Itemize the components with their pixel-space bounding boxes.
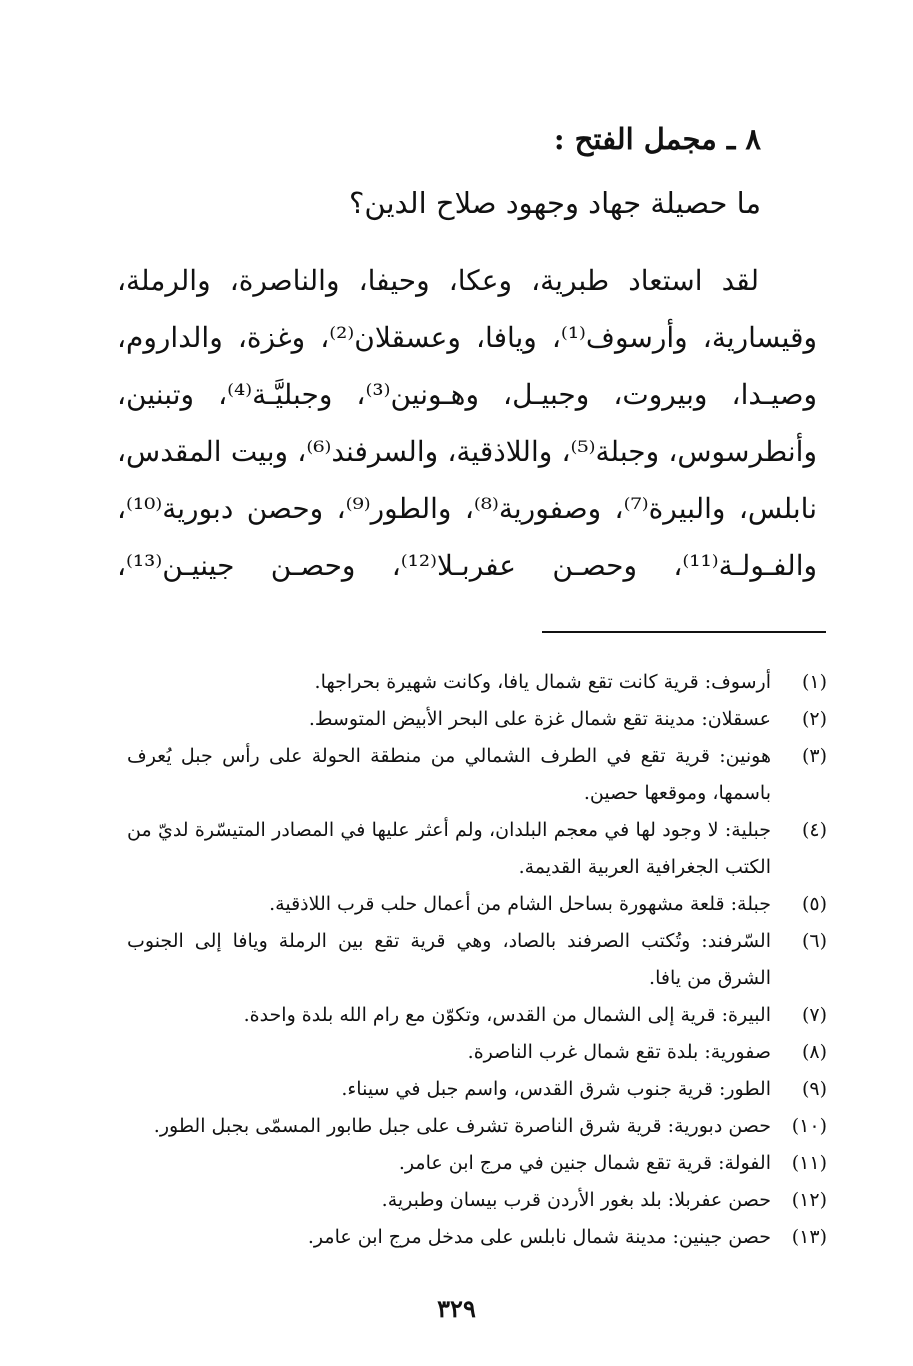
body-line: نابلس، والبيرة⁽⁷⁾، وصفورية⁽⁸⁾، والطور⁽⁹⁾، وحصن دبورية⁽¹⁰⁾، bbox=[117, 492, 817, 525]
body-line: والفـولـة⁽¹¹⁾، وحصـن عفربـلا⁽¹²⁾، وحصـن جينيـن⁽¹³⁾، bbox=[117, 549, 817, 582]
body-line: وقيسارية، وأرسوف⁽¹⁾، ويافا، وعسقلان⁽²⁾، وغزة، والداروم، bbox=[117, 321, 818, 354]
footnote-text: الشرق من يافا. bbox=[649, 967, 771, 989]
footnote bbox=[127, 1034, 827, 1071]
footnote-text: حصن جينين: مدينة شمال نابلس على مدخل مرج ابن عامر. bbox=[307, 1226, 771, 1248]
footnotes-list bbox=[127, 664, 827, 1256]
footnote bbox=[127, 664, 827, 701]
footnote-number: (٥) bbox=[801, 893, 827, 915]
footnote bbox=[127, 1145, 827, 1182]
footnote-number: (١٣) bbox=[791, 1226, 827, 1248]
footnote-text: صفورية: بلدة تقع شمال غرب الناصرة. bbox=[467, 1041, 771, 1063]
footnote-text: هونين: قرية تقع في الطرف الشمالي من منطقة الحولة على رأس جبل يُعرف bbox=[127, 745, 771, 767]
footnote-text: حصن دبورية: قرية شرق الناصرة تشرف على جبل طابور المسمّى بجبل الطور. bbox=[153, 1115, 771, 1137]
footnote-text: حصن عفربلا: بلد بغور الأردن قرب بيسان وطبرية. bbox=[381, 1189, 771, 1211]
footnote-number: (٩) bbox=[801, 1078, 827, 1100]
footnote bbox=[127, 923, 827, 997]
footnote bbox=[127, 1071, 827, 1108]
footnote-number: (١٠) bbox=[791, 1115, 827, 1137]
footnote-text: جبلة: قلعة مشهورة بساحل الشام من أعمال حلب قرب اللاذقية. bbox=[269, 893, 771, 915]
footnote-number: (١) bbox=[801, 671, 827, 693]
footnote bbox=[127, 1182, 827, 1219]
footnote-text: عسقلان: مدينة تقع شمال غزة على البحر الأبيض المتوسط. bbox=[308, 708, 771, 730]
footnote bbox=[127, 1219, 827, 1256]
footnote-text: جبلية: لا وجود لها في معجم البلدان، ولم أعثر عليها في المصادر المتيسّرة لديّ من bbox=[127, 819, 771, 841]
section-question: ما حصيلة جهاد وجهود صلاح الدين؟ bbox=[349, 186, 761, 220]
body-line: لقد استعاد طبرية، وعكا، وحيفا، والناصرة، والرملة، bbox=[117, 264, 759, 297]
footnote-number: (٨) bbox=[801, 1041, 827, 1063]
body-paragraph bbox=[117, 252, 817, 594]
footnote bbox=[127, 886, 827, 923]
footnote-number: (١١) bbox=[791, 1152, 827, 1174]
footnote-number: (٣) bbox=[801, 745, 827, 767]
footnote bbox=[127, 701, 827, 738]
footnote-number: (٢) bbox=[801, 708, 827, 730]
footnote-text: أرسوف: قرية كانت تقع شمال يافا، وكانت شهيرة بحراجها. bbox=[314, 671, 771, 693]
footnote bbox=[127, 738, 827, 812]
footnote-separator bbox=[542, 631, 826, 633]
footnote bbox=[127, 812, 827, 886]
footnote-number: (٦) bbox=[801, 930, 827, 952]
footnote-text: البيرة: قرية إلى الشمال من القدس، وتكوّن مع رام الله بلدة واحدة. bbox=[243, 1004, 771, 1026]
footnote-number: (٤) bbox=[801, 819, 827, 841]
section-heading: ٨ ـ مجمل الفتح : bbox=[553, 122, 761, 156]
body-line: وأنطرسوس، وجبلة⁽⁵⁾، واللاذقية، والسرفند⁽⁶⁾، وبيت المقدس، bbox=[117, 435, 817, 468]
footnote-text: الفولة: قرية تقع شمال جنين في مرج ابن عامر. bbox=[398, 1152, 771, 1174]
footnote bbox=[127, 1108, 827, 1145]
footnote-number: (١٢) bbox=[791, 1189, 827, 1211]
footnote-number: (٧) bbox=[801, 1004, 827, 1026]
footnote-text: الكتب الجغرافية العربية القديمة. bbox=[518, 856, 771, 878]
footnote bbox=[127, 997, 827, 1034]
page-number: ٣٢٩ bbox=[437, 1294, 476, 1323]
footnote-text: الطور: قرية جنوب شرق القدس، واسم جبل في سيناء. bbox=[341, 1078, 771, 1100]
body-line: وصيـدا، وبيروت، وجبيـل، وهـونين⁽³⁾، وجبليَّـة⁽⁴⁾، وتبنين، bbox=[117, 378, 817, 411]
footnote-text: باسمها، وموقعها حصين. bbox=[583, 782, 771, 804]
footnote-text: السّرفند: وتُكتب الصرفند بالصاد، وهي قرية تقع بين الرملة ويافا إلى الجنوب bbox=[127, 930, 771, 952]
